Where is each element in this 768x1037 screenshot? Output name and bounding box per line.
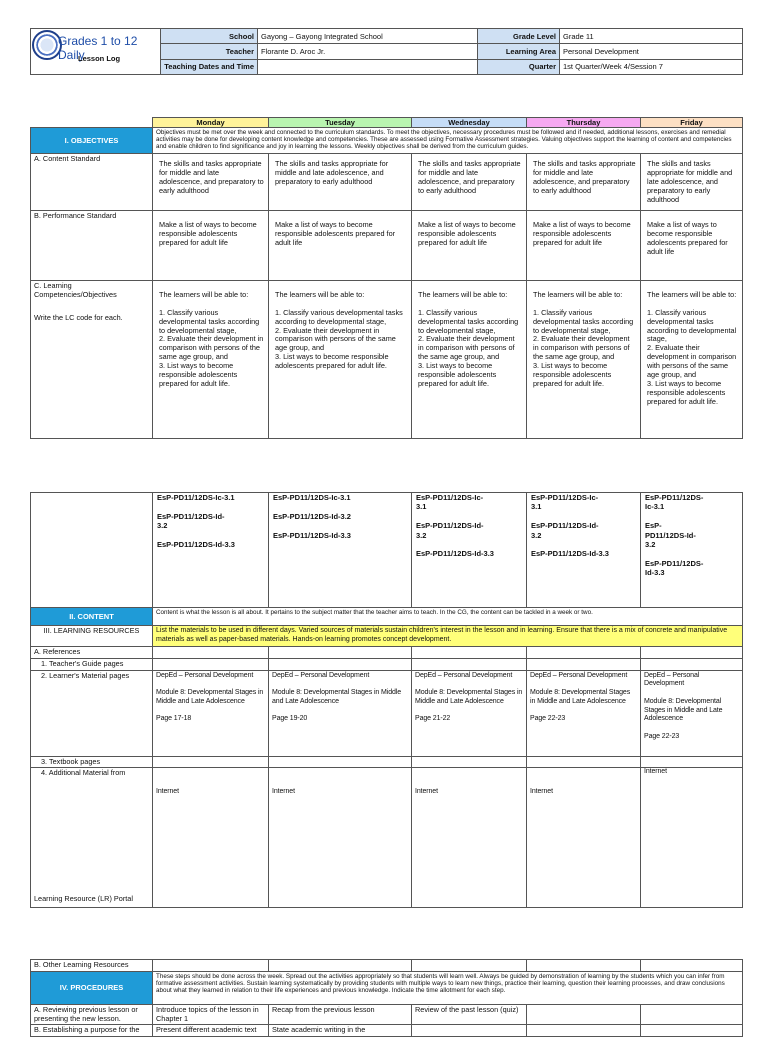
competencies-wednesday: The learners will be able to: 1. Classify various developmental tasks according to developmental stage, 2. Evaluate their development in comparison with persons of the same age group, and 3. List ways to become responsible adolescents prepared for adult life. <box>412 281 527 439</box>
review-label: A. Reviewing previous lesson or presenting the new lesson. <box>31 1004 153 1025</box>
additional-material-wednesday: Internet <box>412 768 527 908</box>
competencies-label: C. Learning Competencies/Objectives <box>34 281 117 299</box>
lc-codes-wednesday: EsP-PD11/12DS-Ic- 3.1 EsP-PD11/12DS-Id- 3.2 EsP-PD11/12DS-Id-3.3 <box>412 493 527 608</box>
learning-area-value: Personal Development <box>560 44 743 59</box>
day-friday: Friday <box>641 118 743 128</box>
grade-level-value: Grade 11 <box>560 29 743 44</box>
review-tuesday: Recap from the previous lesson <box>269 1004 412 1025</box>
review-thursday <box>527 1004 641 1025</box>
additional-material-label: 4. Additional Material from <box>41 768 126 778</box>
performance-standard-thursday: Make a list of ways to become responsible adolescents prepared for adult life <box>527 211 641 281</box>
purpose-monday: Present different academic text <box>153 1025 269 1037</box>
purpose-wednesday <box>412 1025 527 1037</box>
purpose-friday <box>641 1025 743 1037</box>
performance-standard-monday: Make a list of ways to become responsible adolescents prepared for adult life <box>153 211 269 281</box>
content-standard-thursday: The skills and tasks appropriate for middle and late adolescence, and preparatory to early adulthood <box>527 154 641 211</box>
dates-label: Teaching Dates and Time <box>161 59 258 74</box>
textbook-label: 3. Textbook pages <box>31 756 153 768</box>
learners-material-thursday: DepEd – Personal Development Module 8: Developmental Stages in Middle and Late Adolescence Page 22-23 <box>527 670 641 756</box>
performance-standard-label: B. Performance Standard <box>31 211 153 281</box>
objectives-heading: I. OBJECTIVES <box>31 128 153 154</box>
purpose-label: B. Establishing a purpose for the <box>31 1025 153 1037</box>
learning-area-label: Learning Area <box>478 44 560 59</box>
dates-value <box>258 59 478 74</box>
purpose-thursday <box>527 1025 641 1037</box>
header-table <box>30 28 743 75</box>
learners-material-wednesday: DepEd – Personal Development Module 8: Developmental Stages in Middle and Late Adolescence Page 21-22 <box>412 670 527 756</box>
lr-portal-label: Learning Resource (LR) Portal <box>34 893 133 903</box>
lc-codes-friday: EsP-PD11/12DS- Ic-3.1 EsP- PD11/12DS-Id- 3.2 EsP-PD11/12DS- Id-3.3 <box>641 493 743 608</box>
teachers-guide-label: 1. Teacher's Guide pages <box>31 658 153 670</box>
content-note: Content is what the lesson is all about. It pertains to the subject matter that the teacher aims to teach. In the CG, the content can be tackled in a week or two. <box>153 608 743 626</box>
school-label: School <box>161 29 258 44</box>
competencies-friday: The learners will be able to: 1. Classify various developmental tasks according to developmental stage, 2. Evaluate their development in comparison with persons of the same age group, and 3. List ways to become responsible adolescents prepared for adult life. <box>641 281 743 439</box>
learning-resources-note: List the materials to be used in different days. Varied sources of materials sustain children's interest in the lesson and in learning. Ensure that there is a mix of concrete and manipulative materials as well as paper-based materials. Hands-on learning promotes concept development. <box>153 626 743 647</box>
competencies-monday: The learners will be able to: 1. Classify various developmental tasks according to developmental stage, 2. Evaluate their development in comparison with persons of the same age group, and 3. List ways to become responsible adolescents prepared for adult life. <box>153 281 269 439</box>
lc-codes-tuesday: EsP-PD11/12DS-Ic-3.1 EsP-PD11/12DS-Id-3.2 EsP-PD11/12DS-Id-3.3 <box>269 493 412 608</box>
content-standard-friday: The skills and tasks appropriate for middle and late adolescence, and preparatory to early adulthood <box>641 154 743 211</box>
learning-resources-heading: III. LEARNING RESOURCES <box>31 626 153 647</box>
competencies-label-cell <box>31 281 153 439</box>
logo-cell <box>31 29 161 75</box>
teacher-value: Florante D. Aroc Jr. <box>258 44 478 59</box>
performance-standard-friday: Make a list of ways to become responsible adolescents prepared for adult life <box>641 211 743 281</box>
content-standard-monday: The skills and tasks appropriate for middle and late adolescence, and preparatory to early adulthood <box>153 154 269 211</box>
other-resources-label: B. Other Learning Resources <box>31 960 153 972</box>
day-tuesday: Tuesday <box>269 118 412 128</box>
objectives-table <box>30 117 743 439</box>
content-standard-wednesday: The skills and tasks appropriate for middle and late adolescence, and preparatory to early adulthood <box>412 154 527 211</box>
school-value: Gayong – Gayong Integrated School <box>258 29 478 44</box>
references-label: A. References <box>31 647 153 659</box>
additional-material-friday: Internet <box>641 768 743 908</box>
content-heading: II. CONTENT <box>31 608 153 626</box>
additional-material-tuesday: Internet <box>269 768 412 908</box>
learners-material-tuesday: DepEd – Personal Development Module 8: Developmental Stages in Middle and Late Adolescence Page 19-20 <box>269 670 412 756</box>
learners-material-label: 2. Learner's Material pages <box>31 670 153 756</box>
quarter-label: Quarter <box>478 59 560 74</box>
additional-material-cell <box>31 768 153 908</box>
competencies-note: Write the LC code for each. <box>34 312 123 322</box>
logo-title: Grades 1 to 12 Daily <box>58 34 138 62</box>
review-friday <box>641 1004 743 1025</box>
competencies-tuesday: The learners will be able to: 1. Classify various developmental tasks according to developmental stage, 2. Evaluate their development in comparison with persons of the same age group, and 3. List ways to become responsible adolescents prepared for adult life. <box>269 281 412 439</box>
review-wednesday: Review of the past lesson (quiz) <box>412 1004 527 1025</box>
competencies-thursday: The learners will be able to: 1. Classify various developmental tasks according to developmental stage, 2. Evaluate their development in comparison with persons of the same age group, and 3. List ways to become responsible adolescents prepared for adult life. <box>527 281 641 439</box>
content-standard-label: A. Content Standard <box>31 154 153 211</box>
additional-material-thursday: Internet <box>527 768 641 908</box>
review-monday: Introduce topics of the lesson in Chapter 1 <box>153 1004 269 1025</box>
lc-codes-monday: EsP-PD11/12DS-Ic-3.1 EsP-PD11/12DS-Id- 3.2 EsP-PD11/12DS-Id-3.3 <box>153 493 269 608</box>
day-monday: Monday <box>153 118 269 128</box>
performance-standard-tuesday: Make a list of ways to become responsible adolescents prepared for adult life <box>269 211 412 281</box>
purpose-tuesday: State academic writing in the <box>269 1025 412 1037</box>
procedures-note: These steps should be done across the week. Spread out the activities appropriately so that students will learn well. Always be guided by demonstration of learning by the students which you can infer from formative assessment activities. Sustain learning systematically by providing students with multiple ways to learn new things, practice their learning, question their learning processes, and draw conclusions about what they learned in relation to their life experiences and previous knowledge. Indicate the time allotment for each step. <box>153 971 743 1004</box>
performance-standard-wednesday: Make a list of ways to become responsible adolescents prepared for adult life <box>412 211 527 281</box>
logo-subtitle: Lesson Log <box>78 54 121 63</box>
objectives-note: Objectives must be met over the week and connected to the curriculum standards. To meet the objectives, necessary procedures must be followed and if needed, additional lessons, exercises and remedial activities may be done for developing content knowledge and competencies. These are assessed using Formative Assessment strategies. Valuing objectives support the learning of content and competencies and enable children to find significance and joy in learning the lessons. Weekly objectives shall be derived from the curriculum guides. <box>153 128 743 154</box>
content-standard-tuesday: The skills and tasks appropriate for middle and late adolescence, and preparatory to early adulthood <box>269 154 412 211</box>
learners-material-friday: DepEd – Personal Development Module 8: Developmental Stages in Middle and Late Adolescence Page 22-23 <box>641 670 743 756</box>
learners-material-monday: DepEd – Personal Development Module 8: Developmental Stages in Middle and Late Adolescence Page 17-18 <box>153 670 269 756</box>
grade-level-label: Grade Level <box>478 29 560 44</box>
quarter-value: 1st Quarter/Week 4/Session 7 <box>560 59 743 74</box>
lc-codes-thursday: EsP-PD11/12DS-Ic- 3.1 EsP-PD11/12DS-Id- 3.2 EsP-PD11/12DS-Id-3.3 <box>527 493 641 608</box>
resources-table <box>30 492 743 908</box>
day-wednesday: Wednesday <box>412 118 527 128</box>
additional-material-monday: Internet <box>153 768 269 908</box>
day-thursday: Thursday <box>527 118 641 128</box>
procedures-table <box>30 959 743 1037</box>
teacher-label: Teacher <box>161 44 258 59</box>
procedures-heading: IV. PROCEDURES <box>31 971 153 1004</box>
